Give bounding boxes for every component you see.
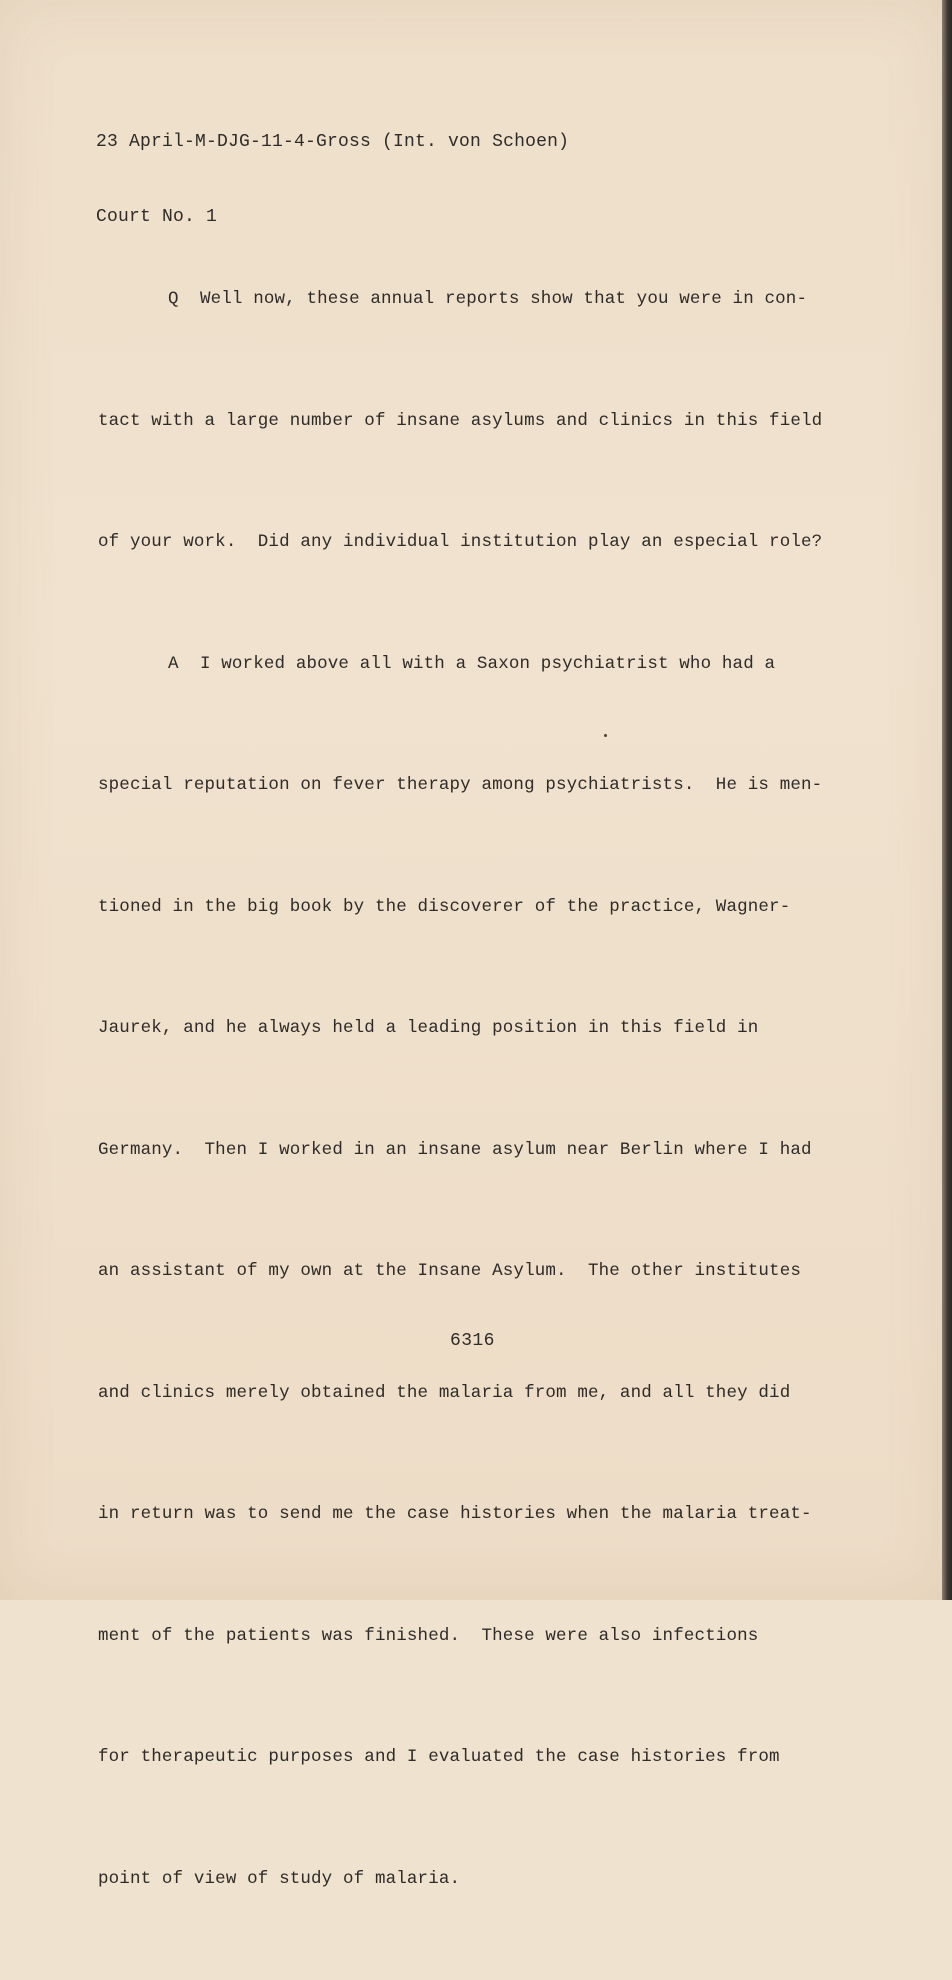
- answer-line-4: Jaurek, and he always held a leading position in this field in: [98, 1018, 759, 1038]
- transcript-body: [98, 198, 823, 1980]
- page-edge-shadow: [942, 0, 952, 1600]
- header-line-court: Court No. 1: [96, 207, 218, 227]
- answer-line-6: an assistant of my own at the Insane Asylum. The other institutes: [98, 1261, 802, 1281]
- answer-line-10: for therapeutic purposes and I evaluated the case histories from: [98, 1747, 780, 1767]
- answer-line-1: A I worked above all with a Saxon psychiatrist who had a: [168, 653, 776, 674]
- answer-line-7: and clinics merely obtained the malaria from me, and all they did: [98, 1382, 791, 1403]
- answer-line-8: in return was to send me the case histories when the malaria treat-: [98, 1504, 812, 1524]
- answer-line-3: tioned in the big book by the discoverer of the practice, Wagner-: [98, 896, 791, 917]
- answer-line-9: ment of the patients was finished. These were also infections: [98, 1625, 759, 1646]
- question-line-1: Q Well now, these annual reports show that you were in con-: [168, 289, 808, 309]
- paper-speck: [604, 734, 607, 737]
- answer-line-5: Germany. Then I worked in an insane asylum near Berlin where I had: [98, 1139, 812, 1160]
- question-line-3: of your work. Did any individual institution play an especial role?: [98, 532, 823, 552]
- page-number: 6316: [450, 1331, 495, 1351]
- answer-line-2: special reputation on fever therapy among psychiatrists. He is men-: [98, 775, 823, 795]
- header-line-case-reference: 23 April-M-DJG-11-4-Gross (Int. von Schoen): [96, 132, 570, 152]
- answer-line-11: point of view of study of malaria.: [98, 1868, 461, 1889]
- question-line-2: tact with a large number of insane asylums and clinics in this field: [98, 410, 823, 431]
